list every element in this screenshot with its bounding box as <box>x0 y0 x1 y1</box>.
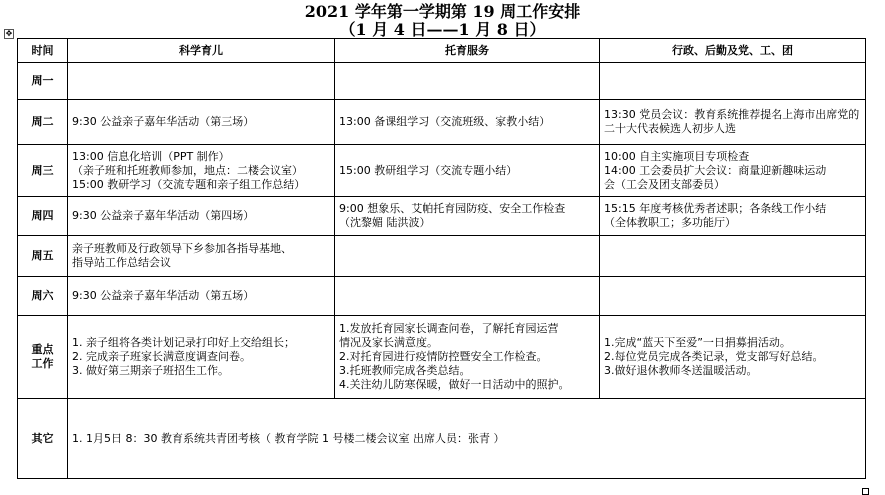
day-friday: 周五 <box>18 236 68 277</box>
cell-line: 2.每位党员完成各类记录，党支部写好总结。 <box>604 350 824 363</box>
cell-line: 13:00 信息化培训（PPT 制作） <box>72 149 230 163</box>
day-saturday: 周六 <box>18 277 68 316</box>
cell-line: （沈黎媚 陆洪波） <box>339 216 431 229</box>
cell-line: （全体教职工；多功能厅） <box>604 216 736 229</box>
header-childcare: 托育服务 <box>335 39 600 63</box>
day-thursday: 周四 <box>18 197 68 236</box>
cell-tue-admin <box>600 100 866 145</box>
page-subtitle-dates: （1 月 4 日——1 月 8 日） <box>339 20 546 39</box>
cell-line: 13:30 党员会议：教育系统推荐提名上海市出席党的二十大代表候选人初步人选 <box>604 108 860 135</box>
day-other: 其它 <box>18 399 68 479</box>
cell-line: （亲子班和托班教师参加，地点：二楼会议室） <box>72 163 303 177</box>
schedule-table <box>17 38 866 479</box>
key-work-label <box>18 316 68 399</box>
cell-line: 4.关注幼儿防寒保暖，做好一日活动中的照护。 <box>339 378 570 391</box>
key-work-label-line2: 工作 <box>31 357 54 370</box>
cell-line: 15:00 教研学习（交流专题和亲子组工作总结） <box>72 177 306 191</box>
cell-line: 14:00 工会委员扩大会议：商量迎新趣味运动 <box>604 163 827 177</box>
cell-line: 情况及家长满意度。 <box>339 336 438 349</box>
cell-line: 1.发放托育园家长调查问卷，了解托育园运营 <box>339 322 559 335</box>
cell-line: 3. 做好第三期亲子班招生工作。 <box>72 364 229 377</box>
cell-fri-admin <box>600 236 866 277</box>
cell-sat-science <box>68 277 335 316</box>
header-time: 时间 <box>18 39 68 63</box>
day-tuesday: 周二 <box>18 100 68 145</box>
page-title: 2021 学年第一学期第 19 周工作安排 <box>304 2 581 21</box>
cell-sat-admin <box>600 277 866 316</box>
cell-other-content: 1. 1月5日 8：30 教育系统共青团考核（ 教育学院 1 号楼二楼会议室 出席人员：张青 ） <box>68 399 866 479</box>
key-work-label-line1: 重点 <box>31 343 54 356</box>
table-row <box>18 316 866 399</box>
cell-wed-science <box>68 145 335 197</box>
cell-sat-childcare <box>335 277 600 316</box>
cell-line: 1.完成“蓝天下至爱”一日捐募捐活动。 <box>604 336 791 349</box>
table-row <box>18 63 866 100</box>
cell-fri-childcare <box>335 236 600 277</box>
cell-line: 9:30 公益亲子嘉年华活动（第三场） <box>72 115 255 128</box>
cell-line: 1. 亲子组将各类计划记录打印好上交给组长； <box>72 336 295 349</box>
cell-tue-science <box>68 100 335 145</box>
table-row <box>18 197 866 236</box>
cell-thu-science <box>68 197 335 236</box>
cell-mon-admin <box>600 63 866 100</box>
table-row <box>18 277 866 316</box>
cell-line: 会（工会及团支部委员） <box>604 177 725 191</box>
header-row <box>18 39 866 63</box>
cell-line: 亲子班教师及行政领导下乡参加各指导基地、 <box>72 242 292 255</box>
table-row <box>18 236 866 277</box>
cell-thu-admin <box>600 197 866 236</box>
table-row <box>18 145 866 197</box>
cell-mon-childcare <box>335 63 600 100</box>
cell-line: 15:15 年度考核优秀者述职；各条线工作小结 <box>604 202 827 215</box>
header-science: 科学育儿 <box>68 39 335 63</box>
day-monday: 周一 <box>18 63 68 100</box>
cell-line: 9:00 想象乐、艾帕托育园防疫、安全工作检查 <box>339 202 566 215</box>
cell-line: 10:00 自主实施项目专项检查 <box>604 149 750 163</box>
cell-line: 3.托班教师完成各类总结。 <box>339 364 471 377</box>
cell-line: 13:00 备课组学习（交流班级、家教小结） <box>339 115 551 128</box>
header-admin: 行政、后勤及党、工、团 <box>600 39 866 63</box>
table-row <box>18 399 866 479</box>
cell-wed-childcare <box>335 145 600 197</box>
cell-key-childcare <box>335 316 600 399</box>
cell-thu-childcare <box>335 197 600 236</box>
cell-wed-admin <box>600 145 866 197</box>
cell-line: 9:30 公益亲子嘉年华活动（第四场） <box>72 209 255 222</box>
table-row <box>18 100 866 145</box>
table-move-handle-icon[interactable]: ✥ <box>5 29 13 38</box>
cell-line: 2. 完成亲子班家长满意度调查问卷。 <box>72 350 251 363</box>
cell-tue-childcare <box>335 100 600 145</box>
cell-line: 9:30 公益亲子嘉年华活动（第五场） <box>72 289 255 302</box>
cell-line: 指导站工作总结会议 <box>72 256 171 269</box>
day-wednesday: 周三 <box>18 145 68 197</box>
cell-key-science <box>68 316 335 399</box>
cell-mon-science <box>68 63 335 100</box>
cell-line: 2.对托育园进行疫情防控暨安全工作检查。 <box>339 350 548 363</box>
cell-line: 3.做好退休教师冬送温暖活动。 <box>604 364 758 377</box>
cell-key-admin <box>600 316 866 399</box>
cell-fri-science <box>68 236 335 277</box>
cell-line: 15:00 教研组学习（交流专题小结） <box>339 163 518 177</box>
